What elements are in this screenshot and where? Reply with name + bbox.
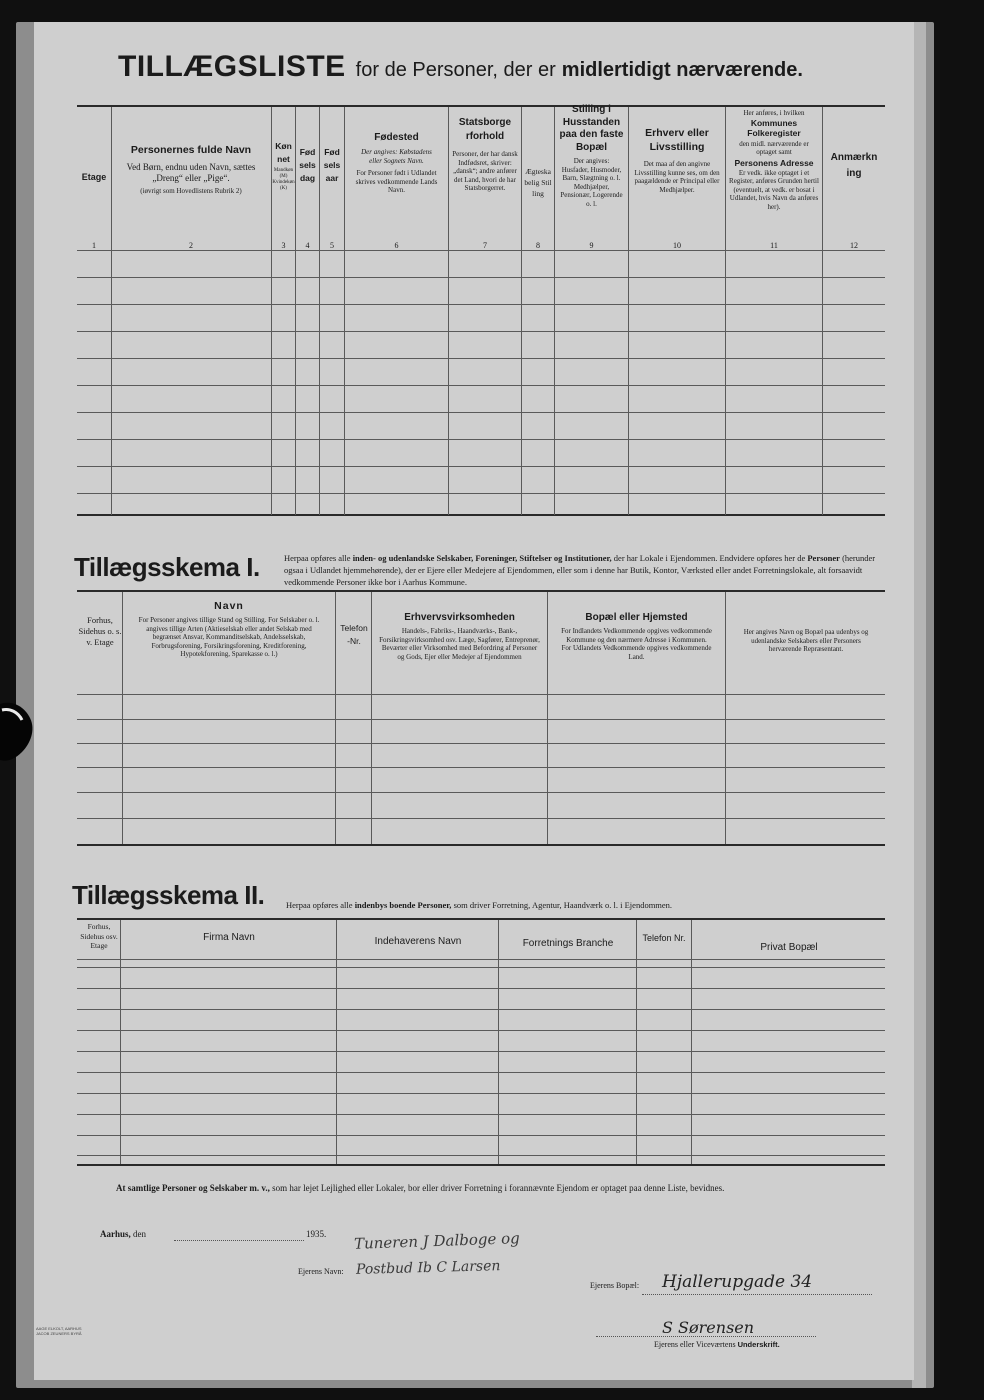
skema1-intro-f: (herunder ogsaa i Udlandet hjemmehørende), der er Ejere eller Medejere af Ejendommen, eller som <box>284 553 876 575</box>
owner-name-hand-1: Tuneren J Dalboge og <box>353 1229 521 1253</box>
t1-col-statsborger <box>450 116 520 193</box>
t1-col-navn-head: Personernes fulde Navn <box>130 144 252 156</box>
t1-col-stilling-sub: Der angives: Husfader, Husmoder, Barn, Slægtning o. l. Medhjælper, Pensionær, Logerende o. l. <box>560 157 623 208</box>
certification-text <box>116 1182 886 1195</box>
signature-hand: S Sørensen <box>662 1318 755 1337</box>
s1-col-erhverv <box>373 612 546 661</box>
t1-col-etage: Etage <box>81 172 107 182</box>
skema1-intro-d: Endvidere opføres her de <box>719 553 806 563</box>
t1-col-folkeregister-top: Her anføres, i hvilken <box>743 109 805 117</box>
t1-col-statsborger-head: Statsborgerforhold <box>458 117 512 142</box>
t1-col-num-1: 1 <box>92 241 96 250</box>
t1-col-koennet-head: Kønnet <box>275 141 292 164</box>
s2-col-indehaver: Indehaverens Navn <box>374 936 462 947</box>
owner-name-hand-2: Postbud Ib C Larsen <box>355 1258 501 1278</box>
t1-col-erhverv <box>630 126 724 194</box>
s1-col-navn <box>124 600 334 659</box>
s1-col-telefon: Telefon-Nr. <box>340 623 368 646</box>
address-dotted-line <box>642 1294 872 1295</box>
printer-mark-a: AAGE ELKOLT, AARHUS <box>36 1326 82 1331</box>
t1-col-folkeregister-note: Er vedk. ikke optaget i et Register, anføres Grunden hertil (eventuelt, at vedk. er bosat i Udlandet, hvis Navn da anføres her). <box>729 168 819 211</box>
s2-col-etage: Forhus, Sidehus osv. Etage <box>80 922 118 950</box>
title-end: midlertidigt nærværende. <box>561 59 803 81</box>
title-middle: for de Personer, der er <box>355 59 556 81</box>
owner-name-label: Ejerens Navn: <box>298 1267 344 1276</box>
t1-col-navn-sub: Ved Børn, endnu uden Navn, sættes „Dreng“ eller „Pige“. <box>126 162 256 183</box>
certify-b: som har lejet Lejlighed eller Lokaler, bor eller driver Forretning i forannævnte Ejendom er optaget paa denne Liste, bevidnes. <box>272 1183 725 1193</box>
signature-label <box>654 1340 780 1349</box>
page-title <box>118 50 898 84</box>
t1-col-num-9: 9 <box>589 241 594 250</box>
t1-col-folkeregister <box>727 109 821 211</box>
skema2-title: Tillægsskema II. <box>72 880 265 910</box>
skema1-intro-b: inden- og udenlandske Selskaber, Foreninger, Stiftelser og Institutioner, <box>352 553 612 563</box>
skema1-intro-g: i denne har Butik, Kontor, Værksted eller andet Forretningslokale, alt forsaavidt vedkommende Personer ikke bor i Aarhus Kommune. <box>284 565 863 587</box>
s1-col-erhverv-head: Erhvervsvirksomheden <box>404 612 515 623</box>
signature-label-b: Underskrift. <box>737 1340 780 1349</box>
form-page <box>34 22 914 1380</box>
t1-col-num-3: 3 <box>281 241 286 250</box>
skema1-intro <box>284 552 884 588</box>
s1-col-erhverv-sub: Handels-, Fabriks-, Haandværks-, Bank-, Forsikringsvirksomhed osv. Læge, Sagfører, Entreprenør, Beværter eller Virksomhed med Befordring af Personer og Gods, Ejer eller Medejer af Ejendommen <box>379 627 540 661</box>
t1-col-folkeregister-head: Kommunes Folkeregister <box>747 117 801 138</box>
skema2-intro-b: indenbys boende Personer, <box>354 900 452 910</box>
t1-col-aegteskabelig: Ægteskabelig Stilling <box>524 167 552 198</box>
t1-col-foedested-head: Fødested <box>374 132 419 143</box>
t1-col-folkeregister-sub: den midl. nærværende er optaget samt <box>739 139 809 156</box>
t1-col-folkeregister-head2: Personens Adresse <box>734 157 814 168</box>
t1-col-foedested <box>346 132 447 195</box>
skema1-title: Tillægsskema I. <box>74 552 260 582</box>
skema2-intro <box>286 900 886 910</box>
t1-col-num-11: 11 <box>770 241 778 250</box>
year-value: 1935. <box>306 1229 327 1239</box>
t1-col-num-12: 12 <box>850 241 858 250</box>
t1-col-num-2: 2 <box>189 241 193 250</box>
t1-col-num-4: 4 <box>305 241 310 250</box>
s1-col-navn-sub: For Personer angives tillige Stand og Stilling. For Selskaber o. l. angives tillige Arten (Aktieselskab eller andet Selskab med begrænset Ansvar, Kommanditselskab, Andelsselskab, Forbrugsforening, Forsikringsforening, Kreditforening, Hypotekforening, Sparekasse o. l.) <box>138 616 320 658</box>
t1-col-statsborger-sub: Personer, der har dansk Indfødsret, skriver: „dansk“; andre anfører det Land, hvori de har Statsborgerret. <box>452 150 518 192</box>
t1-col-num-10: 10 <box>673 241 681 250</box>
t1-col-foedselsaar: Fødselsaar <box>323 147 341 183</box>
skema1-intro-a: Herpaa opføres alle <box>284 553 351 563</box>
printer-mark <box>36 1326 82 1336</box>
s2-col-branche: Forretnings Branche <box>522 938 614 949</box>
certify-a: At samtlige Personer og Selskaber m. v., <box>116 1183 270 1193</box>
t1-col-navn <box>113 144 269 196</box>
s1-col-bopael-sub: For Indlandets Vedkommende opgives vedkommende Kommune og den nærmere Adresse i Kommunen. For Udlandets Vedkommende opgives vedkommende Land. <box>561 627 712 661</box>
skema1-intro-c: der har Lokale i Ejendommen. <box>613 553 718 563</box>
signature-dotted-line <box>596 1336 816 1337</box>
t1-col-erhverv-sub: Det maa af den angivne Livsstilling kunne ses, om den paagældende er Principal eller Medhjælper. <box>634 160 720 194</box>
t1-col-koennet-sub: Mandkøn (M) Kvindekøn (K) <box>272 168 295 191</box>
t1-col-anmaerkning: Anmærkning <box>830 152 878 179</box>
city-label: Aarhus, <box>100 1229 131 1239</box>
skema1-intro-e: Personer <box>807 553 840 563</box>
t1-col-stilling <box>556 104 627 208</box>
s2-col-privat: Privat Bopæl <box>760 942 818 953</box>
printer-mark-b: JACOB ZEUNERS BYRÅ <box>36 1331 82 1336</box>
date-line <box>100 1229 340 1239</box>
t1-col-num-7: 7 <box>483 241 487 250</box>
s1-col-repraesentant: Her angives Navn og Bopæl paa udenbys og udenlandske Selskabers eller Personers herværende Repræsentant. <box>743 628 869 653</box>
t1-col-foedselsdag: Fødselsdag <box>299 147 316 183</box>
s1-col-navn-head: Navn <box>214 600 244 612</box>
s1-col-bopael-head: Bopæl eller Hjemsted <box>585 612 688 623</box>
skema2-intro-a: Herpaa opføres alle <box>286 900 353 910</box>
s1-col-bopael <box>549 612 724 661</box>
t1-col-num-8: 8 <box>536 241 540 250</box>
t1-col-num-5: 5 <box>330 241 334 250</box>
title-main: TILLÆGSLISTE <box>118 50 346 83</box>
owner-address-hand: Hjallerupgade 34 <box>662 1272 813 1292</box>
s2-col-firma: Firma Navn <box>203 932 255 943</box>
t1-col-navn-note: (iøvrigt som Hovedlistens Rubrik 2) <box>140 187 242 195</box>
owner-address-label: Ejerens Bopæl: <box>590 1281 640 1290</box>
t1-col-koennet <box>272 140 295 192</box>
t1-col-stilling-head: Stilling i Husstanden paa den faste Bopæl <box>559 104 624 153</box>
t1-col-foedested-sub: Der angives: Købstadens eller Sognets Navn. <box>361 148 432 165</box>
signature-label-a: Ejerens eller Viceværtens <box>654 1340 736 1349</box>
binder-clip <box>0 696 36 766</box>
page-edge-right <box>912 22 926 1388</box>
skema2-intro-c: som driver Forretning, Agentur, Haandværk o. l. i Ejendommen. <box>453 900 673 910</box>
t1-col-erhverv-head: Erhverv eller Livsstilling <box>645 127 709 153</box>
t1-col-foedested-note: For Personer født i Udlandet skrives vedkommende Lands Navn. <box>355 169 438 194</box>
t1-col-num-6: 6 <box>394 241 399 250</box>
den-label: den <box>133 1229 147 1239</box>
s2-col-telefon: Telefon Nr. <box>642 933 686 943</box>
s1-col-etage: Forhus, Sidehus o. s. v. Etage <box>78 615 122 647</box>
